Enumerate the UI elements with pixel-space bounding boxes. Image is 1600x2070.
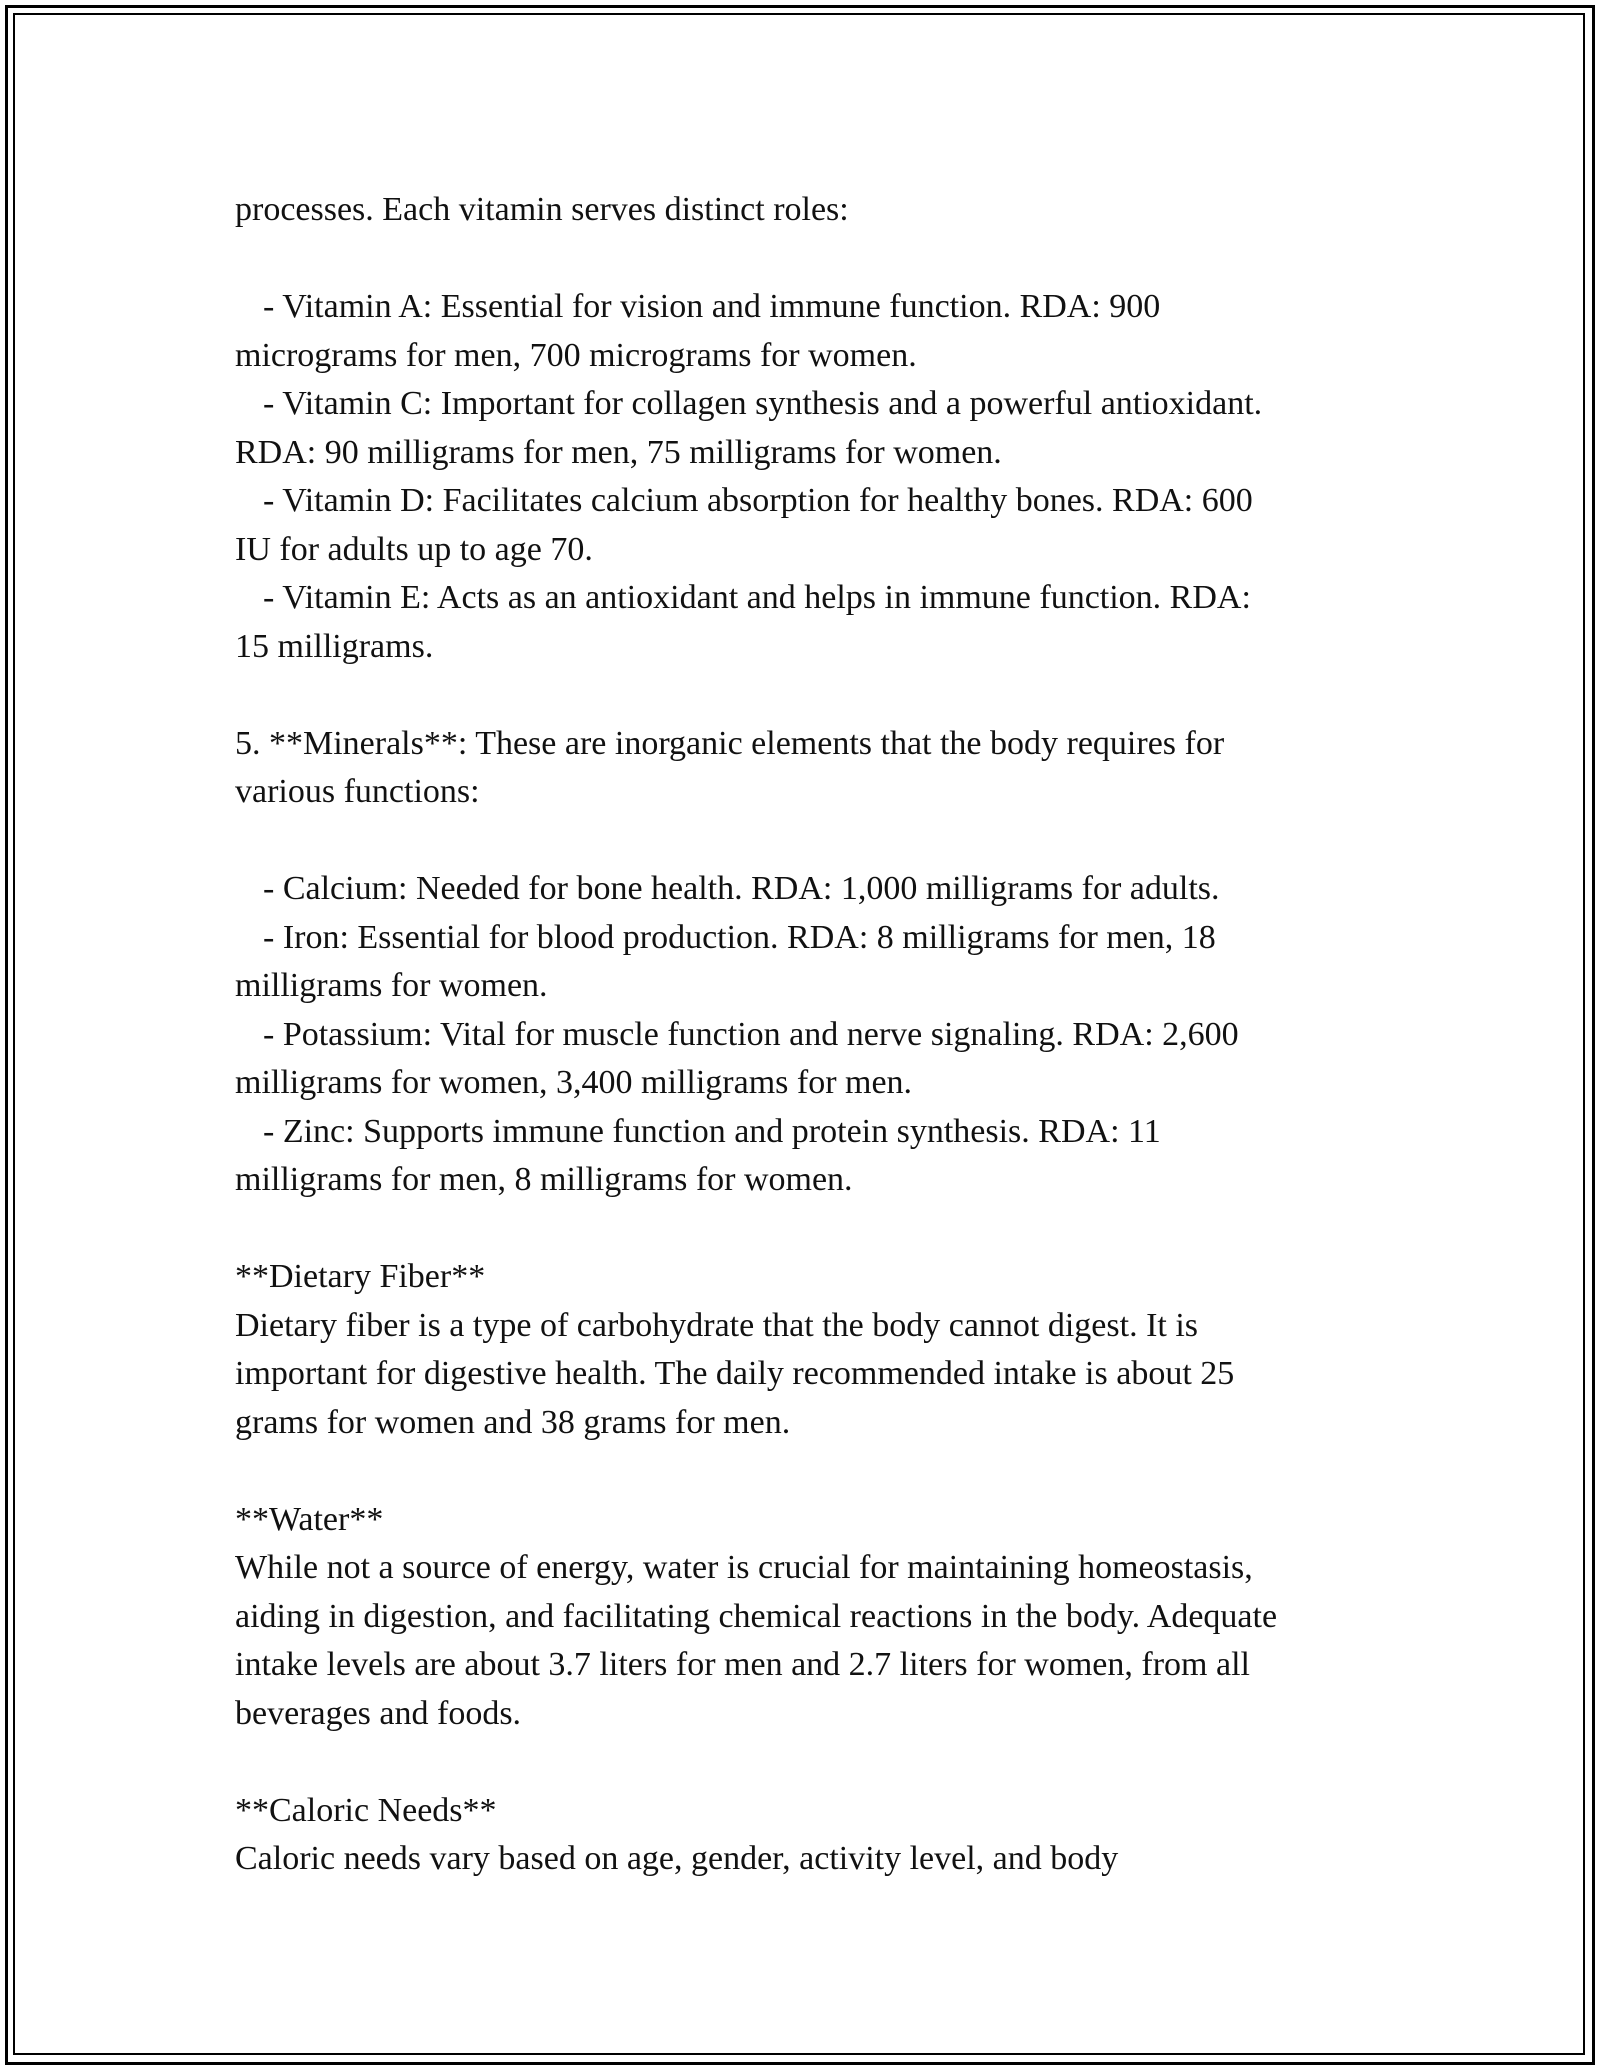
list-item bbox=[235, 283, 1375, 380]
vitamin-d-cont: IU for adults up to age 70. bbox=[235, 530, 593, 568]
water-section bbox=[235, 1496, 1375, 1739]
iron-text: - Iron: Essential for blood production. RDA: 8 milligrams for men, 18 bbox=[263, 918, 1216, 956]
vitamin-e-text: - Vitamin E: Acts as an antioxidant and helps in immune function. RDA: bbox=[263, 579, 1251, 616]
list-item bbox=[235, 477, 1375, 574]
vitamin-c-cont: RDA: 90 milligrams for men, 75 milligrams for women. bbox=[235, 433, 1002, 471]
spacer bbox=[235, 817, 1375, 866]
spacer bbox=[235, 671, 1375, 720]
calories-line: Caloric needs vary based on age, gender, activity level, and body bbox=[235, 1840, 1119, 1877]
vitamin-a-text: - Vitamin A: Essential for vision and immune function. RDA: 900 bbox=[263, 288, 1161, 325]
calcium-text: - Calcium: Needed for bone health. RDA: 1,000 milligrams for adults. bbox=[263, 870, 1220, 907]
intro-line: processes. Each vitamin serves distinct roles: bbox=[235, 191, 849, 228]
vitamin-e-cont: 15 milligrams. bbox=[235, 627, 434, 665]
calories-heading: **Caloric Needs** bbox=[235, 1791, 497, 1829]
vitamin-list bbox=[235, 283, 1375, 671]
calories-section bbox=[235, 1787, 1375, 1884]
list-item bbox=[235, 1011, 1375, 1108]
list-item bbox=[235, 380, 1375, 477]
vitamin-a-cont: micrograms for men, 700 micrograms for women. bbox=[235, 336, 917, 374]
fiber-heading: **Dietary Fiber** bbox=[235, 1258, 486, 1295]
list-item bbox=[235, 574, 1375, 671]
minerals-heading-line1: 5. **Minerals**: These are inorganic elements that the body requires for bbox=[235, 724, 1225, 762]
vitamin-c-text: - Vitamin C: Important for collagen synthesis and a powerful antioxidant. bbox=[263, 385, 1263, 422]
list-item bbox=[235, 865, 1375, 914]
vitamin-d-text: - Vitamin D: Facilitates calcium absorption for healthy bones. RDA: 600 bbox=[263, 482, 1253, 519]
potassium-cont: milligrams for women, 3,400 milligrams for men. bbox=[235, 1064, 913, 1101]
water-line: beverages and foods. bbox=[235, 1694, 522, 1732]
fiber-line: grams for women and 38 grams for men. bbox=[235, 1403, 791, 1441]
fiber-section bbox=[235, 1253, 1375, 1447]
document-body bbox=[235, 186, 1375, 1884]
water-heading: **Water** bbox=[235, 1500, 384, 1538]
spacer bbox=[235, 1447, 1375, 1496]
potassium-text: - Potassium: Vital for muscle function and nerve signaling. RDA: 2,600 bbox=[263, 1015, 1239, 1053]
list-item bbox=[235, 914, 1375, 1011]
fiber-line: Dietary fiber is a type of carbohydrate that the body cannot digest. It is bbox=[235, 1306, 1199, 1344]
list-item bbox=[235, 1108, 1375, 1205]
zinc-cont: milligrams for men, 8 milligrams for women. bbox=[235, 1161, 853, 1198]
spacer bbox=[235, 1738, 1375, 1787]
fiber-line: important for digestive health. The daily recommended intake is about 25 bbox=[235, 1355, 1235, 1392]
iron-cont: milligrams for women. bbox=[235, 967, 548, 1004]
spacer bbox=[235, 1205, 1375, 1254]
water-line: intake levels are about 3.7 liters for men and 2.7 liters for women, from all bbox=[235, 1646, 1250, 1683]
spacer bbox=[235, 235, 1375, 284]
water-line: aiding in digestion, and facilitating chemical reactions in the body. Adequate bbox=[235, 1597, 1278, 1635]
zinc-text: - Zinc: Supports immune function and protein synthesis. RDA: 11 bbox=[263, 1112, 1161, 1150]
minerals-heading-line2: various functions: bbox=[235, 773, 480, 810]
water-line: While not a source of energy, water is crucial for maintaining homeostasis, bbox=[235, 1549, 1253, 1586]
mineral-list bbox=[235, 865, 1375, 1205]
